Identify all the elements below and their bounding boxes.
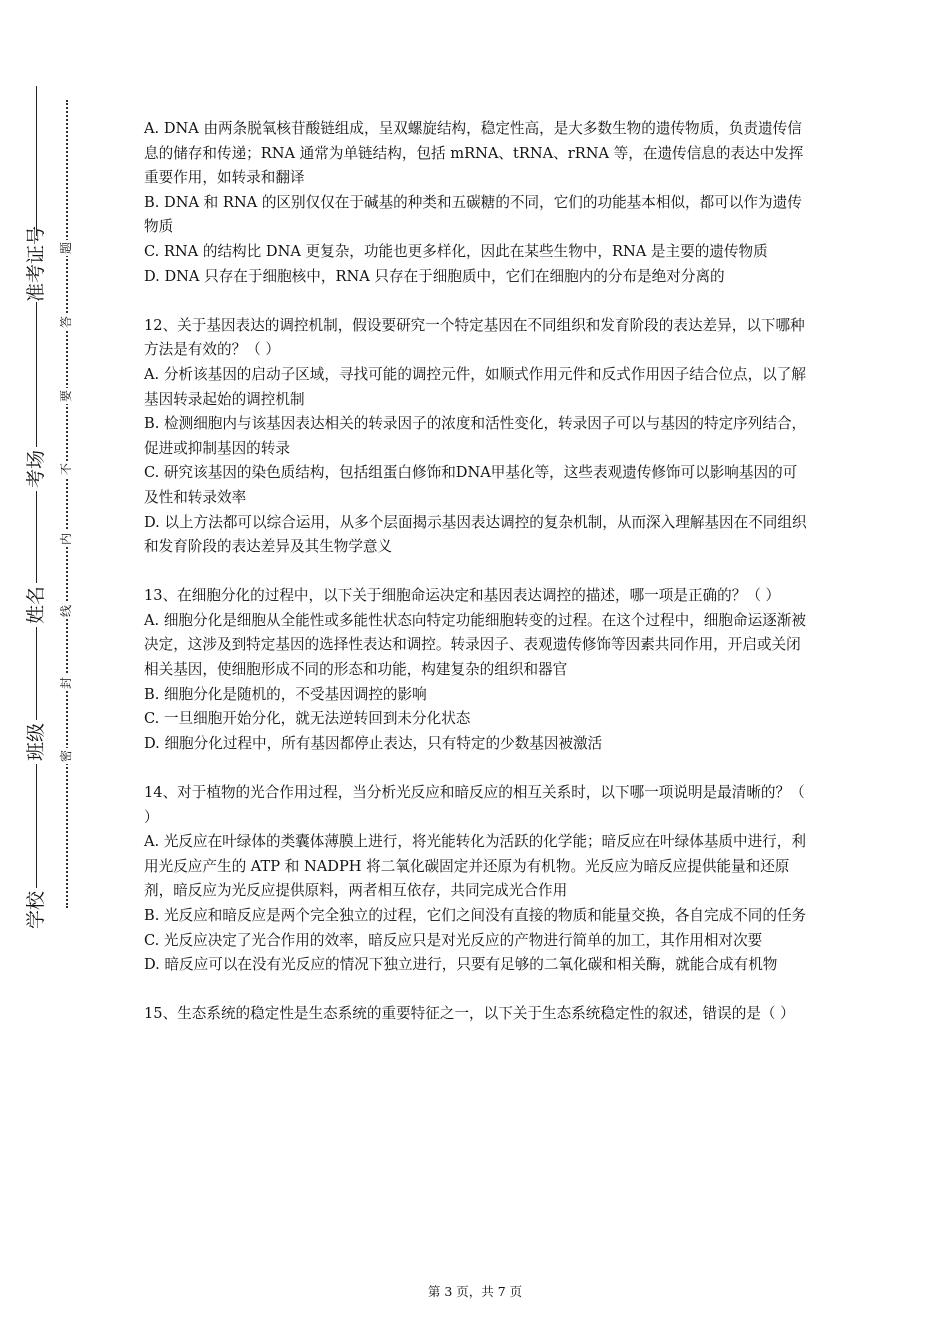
seal-char: 线 bbox=[59, 605, 73, 618]
question-15 bbox=[144, 1002, 810, 1027]
exam-number-label: 准考证号 bbox=[16, 236, 56, 302]
q11-option-b: B. DNA 和 RNA 的区别仅仅在于碱基的种类和五碳糖的不同，它们的功能基本相似，都可以作为遗传物质 bbox=[144, 193, 802, 236]
binding-line bbox=[36, 86, 37, 932]
q13-option-c: C. 一旦细胞开始分化，就无法逆转回到未分化状态 bbox=[144, 710, 471, 728]
q13-option-d: D. 细胞分化过程中，所有基因都停止表达，只有特定的少数基因被激活 bbox=[144, 734, 603, 752]
q12-option-b: B. 检测细胞内与该基因表达相关的转录因子的浓度和活性变化，转录因子可以与基因的特定序列结合，促进或抑制基因的转录 bbox=[144, 415, 807, 457]
seal-char: 密 bbox=[59, 750, 73, 763]
page-number: 第 3 页，共 7 页 bbox=[427, 1284, 523, 1299]
seal-dotted-line bbox=[66, 100, 68, 908]
q12-option-a: A. 分析该基因的启动子区域，寻找可能的调控元件，如顺式作用元件和反式作用因子结合位点，以了解基因转录起始的调控机制 bbox=[144, 365, 806, 408]
q15-stem: 15、生态系统的稳定性是生态系统的重要特征之一，以下关于生态系统稳定性的叙述，错误的是（ ） bbox=[144, 1005, 795, 1023]
exam-content bbox=[144, 117, 810, 1027]
class-label: 班级 bbox=[16, 720, 56, 764]
seal-char: 答 bbox=[59, 316, 73, 329]
q14-option-c: C. 光反应决定了光合作用的效率，暗反应只是对光反应的产物进行简单的加工，其作用相对次要 bbox=[144, 931, 763, 949]
q14-option-a: A. 光反应在叶绿体的类囊体薄膜上进行，将光能转化为活跃的化学能；暗反应在叶绿体基质中进行，利用光反应产生的 ATP 和 NADPH 将二氧化碳固定并还原为有机物。光反应为暗反应提供能量和还原剂，暗反应为光反应提供原料，两者相互依存，共同完成光合作用 bbox=[144, 833, 806, 900]
q11-option-d: D. DNA 只存在于细胞核中，RNA 只存在于细胞质中，它们在细胞内的分布是绝对分离的 bbox=[144, 267, 725, 285]
question-13 bbox=[144, 584, 810, 756]
q14-option-d: D. 暗反应可以在没有光反应的情况下独立进行，只要有足够的二氧化碳和相关酶，就能合成有机物 bbox=[144, 956, 778, 974]
seal-char: 要 bbox=[59, 390, 73, 403]
q11-option-a: A. DNA 由两条脱氧核苷酸链组成，呈双螺旋结构，稳定性高，是大多数生物的遗传物质，负责遗传信息的储存和传递；RNA 通常为单链结构，包括 mRNA、tRNA、rRNA 等，在遗传信息的表达中发挥重要作用，如转录和翻译 bbox=[144, 120, 804, 187]
q12-stem: 12、关于基因表达的调控机制，假设要研究一个特定基因在不同组织和发育阶段的表达差异，以下哪种方法是有效的？（ ） bbox=[144, 316, 805, 359]
q14-stem: 14、对于植物的光合作用过程，当分析光反应和暗反应的相互关系时，以下哪一项说明是最清晰的？（ ） bbox=[144, 784, 805, 826]
q11-option-c: C. RNA 的结构比 DNA 更复杂，功能也更多样化，因此在某些生物中，RNA 是主要的遗传物质 bbox=[144, 242, 768, 260]
seal-char: 不 bbox=[59, 463, 73, 476]
seal-char: 题 bbox=[59, 242, 73, 255]
exam-room-label: 考场 bbox=[16, 447, 56, 491]
q13-option-b: B. 细胞分化是随机的，不受基因调控的影响 bbox=[144, 685, 427, 703]
q13-stem: 13、在细胞分化的过程中，以下关于细胞命运决定和基因表达调控的描述，哪一项是正确的？（ ） bbox=[144, 587, 781, 605]
question-11-options bbox=[144, 117, 810, 289]
question-14 bbox=[144, 781, 810, 978]
q14-option-b: B. 光反应和暗反应是两个完全独立的过程，它们之间没有直接的物质和能量交换，各自完成不同的任务 bbox=[144, 907, 807, 924]
q12-option-d: D. 以上方法都可以综合运用，从多个层面揭示基因表达调控的复杂机制，从而深入理解基因在不同组织和发育阶段的表达差异及其生物学意义 bbox=[144, 513, 807, 556]
q13-option-a: A. 细胞分化是细胞从全能性或多能性状态向特定功能细胞转变的过程。在这个过程中，细胞命运逐渐被决定，这涉及到特定基因的选择性表达和调控。转录因子、表观遗传修饰等因素共同作用，开启或关闭相关基因，使细胞形成不同的形态和功能，构建复杂的组织和器官 bbox=[144, 611, 806, 679]
school-label: 学校 bbox=[16, 888, 56, 932]
name-label: 姓名 bbox=[16, 583, 56, 627]
seal-char: 封 bbox=[59, 677, 73, 690]
question-12 bbox=[144, 314, 810, 560]
q12-option-c: C. 研究该基因的染色质结构，包括组蛋白修饰和DNA甲基化等，这些表观遗传修饰可以影响基因的可及性和转录效率 bbox=[144, 464, 798, 506]
seal-char: 内 bbox=[59, 533, 73, 546]
